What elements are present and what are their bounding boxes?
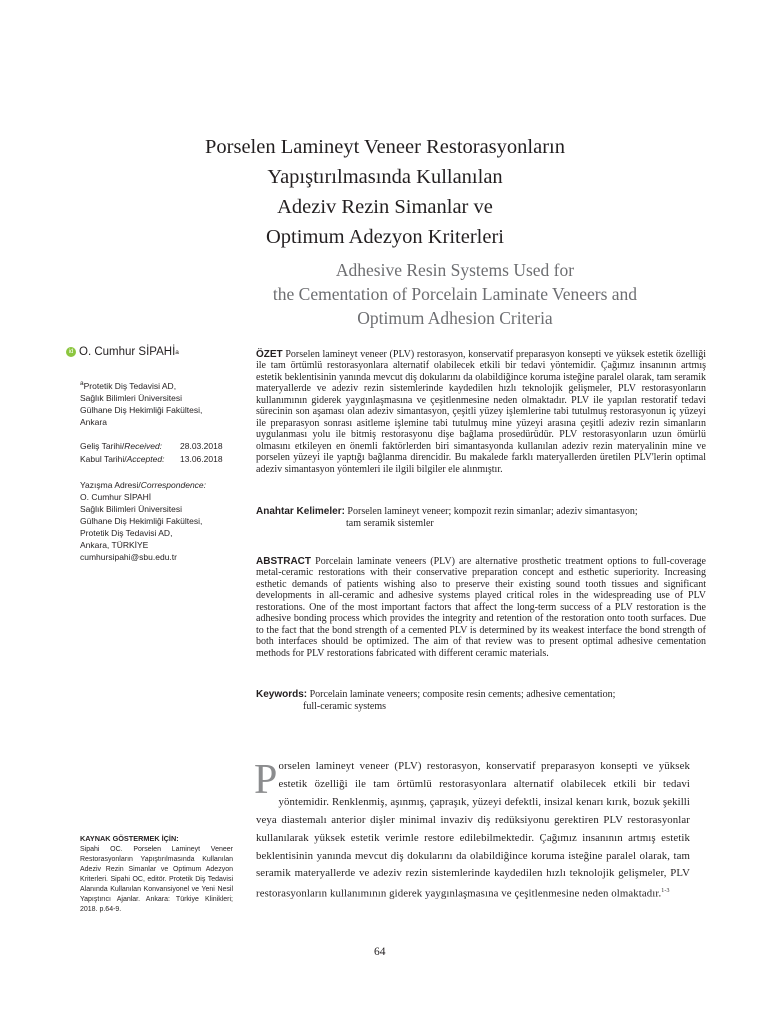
ozet-text: Porselen lamineyt veneer (PLV) restorasyon, konservatif preparasyon konsepti ve yüksek estetik özelliği ile tam örtümlü restorasyonlara alternatif olabilecek etkili bir tedavi yöntemidir. Çağımız insanının artmış estetik beklentisinin yanında mevcut diş dokularını da olabildiğince koruma isteğine paralel olarak, tam seramik materyallerde ve adeziv rezin sistemlerinde kaydedilen hızlı teknolojik gelişmeler, PLV restorasyonların kullanımının giderek yaygınlaşmasına ve çeşitlenmesine neden olmaktadır. PLV ile yapılan restoratif tedavi sürecinin son aşaması olan adeziv simantasyon, çeşitli yüzey işlemlerine tabi tutulmuş restorasyonun iç yüzeyi ile preparasyon sonrası asitleme işlemine tabi tutulmuş mine yüzeyi arasına çeşitli adeziv rezin simanların uygulanması yolu ile bitmiş restorasyonu dişe bağlama prosedürüdür. PLV restorasyonların uzun ömürlü olmasını etkileyen en önemli faktörlerden biri simantasyonda kullanılan adeziv rezin materyalinin mine ve porselen yüzeyi ile yaptığı bağlanma direncidir. Bu makalede farklı materyallerden üretilen PLV'lerin optimal adeziv simantasyon yöntemleri ile ilgili bilgiler ele alınmıştır. — [256, 349, 706, 475]
subtitle-line: the Cementation of Porcelain Laminate Veneers and — [272, 284, 638, 304]
author-name: O. Cumhur SİPAHİ — [79, 346, 176, 358]
abstract-text: Porcelain laminate veneers (PLV) are alternative prosthetic treatment options to full-coverage metal-ceramic restorations with their conservative preparation concept and esthetic superiority. Increasing esthetic demands of patients wishing also to preserve their existing sound tooth tissues and significant developments in all-ceramic and adhesive systems played critical roles in the widespreading use of PLV restorations. One of the most important factors that affect the long-term success of a PLV restoration is the adhesive bonding process which provides the integrity and retention of the restoration onto tooth surfaces. Due to the fact that the bond strength of a cemented PLV is determined by its weakest interface the bond strength of both interfaces should be optimized. The aim of that review was to present optimal adhesive cementation methods for PLV restorations fabricated with different ceramic materials. — [256, 556, 706, 659]
accepted-label: Kabul Tarihi/ — [80, 454, 127, 464]
keywords-block — [256, 689, 706, 712]
ozet-heading: ÖZET — [256, 349, 283, 360]
keywords-line: full-ceramic systems — [303, 700, 387, 712]
received-label-en: Received: — [124, 441, 163, 451]
correspondence-line: Gülhane Diş Hekimliği Fakültesi, — [80, 516, 203, 526]
abstract-heading: ABSTRACT — [256, 556, 311, 567]
correspondence-label-en: Correspondence: — [140, 480, 207, 490]
citation-title: KAYNAK GÖSTERMEK İÇİN: — [80, 834, 179, 843]
correspondence — [80, 479, 206, 563]
title-line: Adeziv Rezin Simanlar ve — [277, 196, 493, 218]
correspondence-line: Sağlık Bilimleri Üniversitesi — [80, 504, 183, 514]
citation-box — [80, 834, 233, 915]
abstract-block — [256, 556, 706, 659]
keywords-heading: Keywords: — [256, 689, 308, 700]
orcid-icon[interactable]: id — [66, 347, 76, 357]
body-text: orselen lamineyt veneer (PLV) restorasyon, konservatif preparasyon konsepti ve yüksek estetik özelliği ile tam örtümlü restorasyonlara alternatif olabilecek etkili bir tedavi yöntemidir. Renklenmiş, aşınmış, çapraşık, yüzeyi defektli, insizal kenarı kırık, bozuk şekilli veya diastemalı anterior dişler minimal invaziv diş redüksiyonu gerektiren PLV restorasyonlar kullanılarak yüksek estetik verimle restore edilebilmektedir. Çağımız insanının artmış estetik beklentisinin yanında mevcut diş dokularını da olabildiğince koruma isteğine paralel olarak, tam seramik materyallerde ve adeziv rezin sistemlerinde kaydedilen hızlı teknolojik gelişmeler, PLV restorasyonların kullanımının giderek yaygınlaşmasına ve çeşitlenmesine neden olmaktadır. — [256, 760, 690, 900]
correspondence-label: Yazışma Adresi/ — [80, 480, 141, 490]
accepted-label-en: Accepted: — [126, 454, 165, 464]
affiliation-line: Protetik Diş Tedavisi AD, — [83, 380, 177, 391]
subtitle-line: Adhesive Resin Systems Used for — [335, 260, 575, 280]
affiliation — [80, 378, 240, 428]
author-line — [66, 346, 241, 358]
anahtar-block — [256, 506, 706, 529]
article-title — [180, 132, 590, 252]
page-number: 64 — [374, 946, 386, 958]
subtitle-line: Optimum Adhesion Criteria — [357, 308, 553, 328]
dates — [80, 440, 223, 466]
correspondence-line: Ankara, TÜRKİYE — [80, 540, 149, 550]
correspondence-line: O. Cumhur SİPAHİ — [80, 492, 152, 502]
ozet-block — [256, 349, 706, 475]
author-block — [66, 346, 241, 358]
anahtar-line: Porselen lamineyt veneer; kompozit rezin simanlar; adeziv simantasyon; — [347, 506, 638, 517]
anahtar-line: tam seramik sistemler — [346, 517, 434, 529]
affiliation-line: Gülhane Diş Hekimliği Fakültesi, — [80, 404, 203, 415]
title-line: Yapıştırılmasında Kullanılan — [267, 166, 503, 188]
citation-text: Sipahi OC. Porselen Lamineyt Veneer Restorasyonların Yapıştırılmasında Kullanılan Adeziv Rezin Simanlar ve Optimum Adezyon Kriterleri. Sipahi OC, editör. Protetik Diş Tedavisi Alanında Kullanılan Konvansiyonel ve Yeni Nesil Yapıştırıcı Ajanlar. Ankara: Türkiye Klinikleri; 2018. p.64-9. — [80, 846, 233, 913]
received-date: 28.03.2018 — [180, 441, 223, 451]
accepted-row — [80, 453, 223, 466]
affiliation-line: Ankara — [80, 416, 107, 427]
accepted-date: 13.06.2018 — [180, 454, 223, 464]
article-subtitle — [200, 258, 710, 330]
title-line: Optimum Adezyon Kriterleri — [266, 226, 504, 248]
affiliation-sup: a — [80, 380, 84, 387]
drop-cap: P — [254, 757, 278, 803]
received-row — [80, 440, 223, 453]
anahtar-heading: Anahtar Kelimeler: — [256, 506, 345, 517]
received-label: Geliş Tarihi/ — [80, 441, 125, 451]
keywords-line: Porcelain laminate veneers; composite resin cements; adhesive cementation; — [309, 689, 616, 700]
title-line: Porselen Lamineyt Veneer Restorasyonların — [205, 136, 565, 158]
correspondence-email[interactable]: cumhursipahi@sbu.edu.tr — [80, 552, 177, 562]
author-sup: a — [175, 348, 179, 356]
correspondence-line: Protetik Diş Tedavisi AD, — [80, 528, 173, 538]
reference-sup[interactable]: 1-3 — [661, 888, 670, 895]
body-paragraph — [256, 758, 690, 904]
affiliation-line: Sağlık Bilimleri Üniversitesi — [80, 392, 183, 403]
